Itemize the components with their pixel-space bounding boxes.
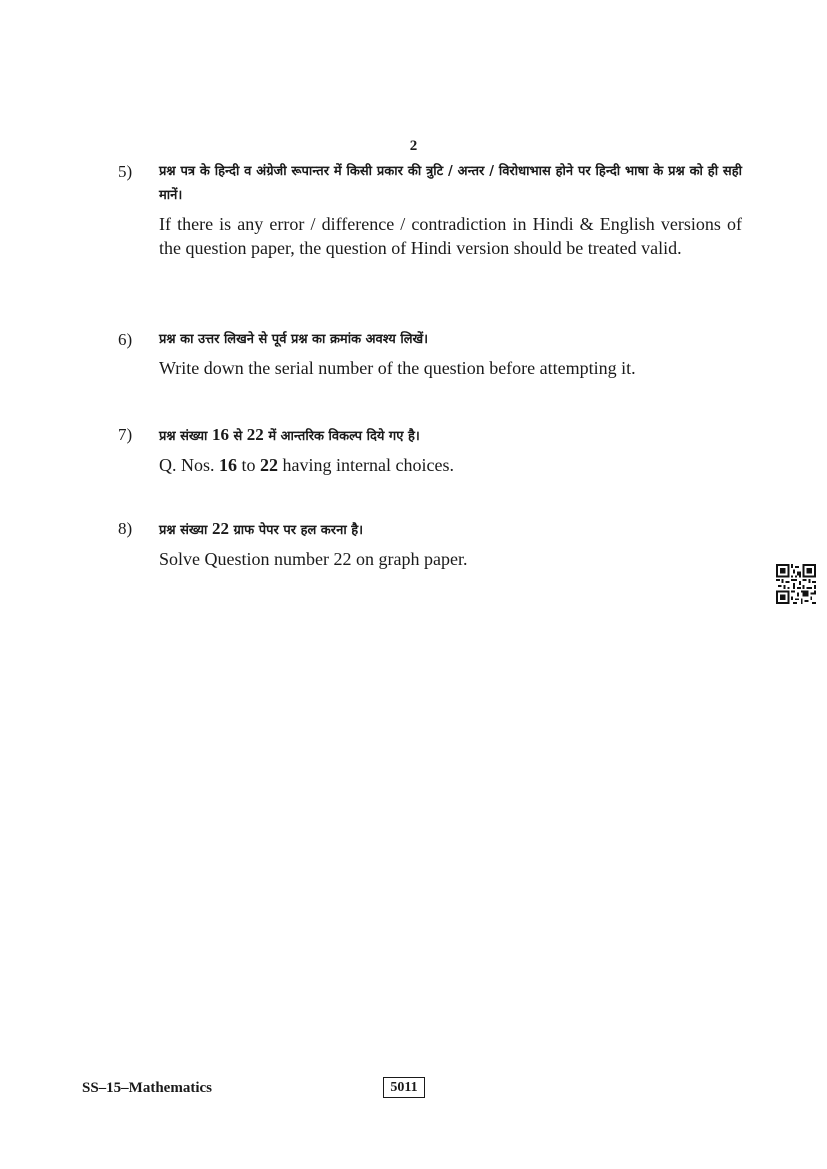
instruction-7 bbox=[118, 423, 742, 478]
english-mid: to bbox=[237, 455, 261, 475]
instruction-number: 8) bbox=[118, 519, 133, 538]
instruction-number: 7) bbox=[118, 425, 133, 444]
footer-subject: SS–15–Mathematics bbox=[82, 1080, 212, 1096]
hindi-suffix: ग्राफ पेपर पर हल करना है। bbox=[228, 523, 364, 538]
question-to: 22 bbox=[260, 455, 279, 475]
hindi-mid: से bbox=[228, 429, 247, 444]
hindi-prefix: प्रश्न संख्या bbox=[159, 523, 212, 538]
question-to: 22 bbox=[246, 425, 264, 444]
qr-code-icon bbox=[776, 564, 816, 604]
question-from: 16 bbox=[219, 455, 238, 475]
footer-code: 5011 bbox=[383, 1077, 425, 1098]
instruction-hindi bbox=[159, 423, 742, 449]
english-suffix: having internal choices. bbox=[278, 455, 454, 475]
instruction-6 bbox=[118, 328, 742, 381]
question-number: 22 bbox=[211, 519, 229, 538]
instruction-english: Write down the serial number of the question before attempting it. bbox=[159, 358, 636, 378]
instruction-8 bbox=[118, 517, 742, 572]
instruction-number: 5) bbox=[118, 162, 133, 181]
instruction-number: 6) bbox=[118, 330, 133, 349]
english-prefix: Q. Nos. bbox=[159, 455, 220, 475]
instruction-hindi: प्रश्न का उत्तर लिखने से पूर्व प्रश्न का क्रमांक अवश्य लिखें। bbox=[159, 332, 429, 347]
instruction-hindi bbox=[159, 517, 742, 543]
page-number: 2 bbox=[409, 138, 418, 154]
instruction-5 bbox=[118, 160, 742, 260]
hindi-prefix: प्रश्न संख्या bbox=[159, 429, 212, 444]
instruction-english: Solve Question number 22 on graph paper. bbox=[159, 549, 468, 569]
instruction-hindi: प्रश्न पत्र के हिन्दी व अंग्रेजी रूपान्तर में किसी प्रकार की त्रुटि / अन्तर / विरोधाभास होने पर हिन्दी भाषा के प्रश्न को ही सही मानें। bbox=[159, 164, 742, 203]
hindi-suffix: में आन्तरिक विकल्प दिये गए है। bbox=[263, 429, 420, 444]
instruction-english bbox=[159, 454, 742, 478]
instruction-english: If there is any error / difference / contradiction in Hindi & English versions of the question paper, the question of Hindi version should be treated valid. bbox=[159, 214, 742, 258]
question-from: 16 bbox=[211, 425, 229, 444]
